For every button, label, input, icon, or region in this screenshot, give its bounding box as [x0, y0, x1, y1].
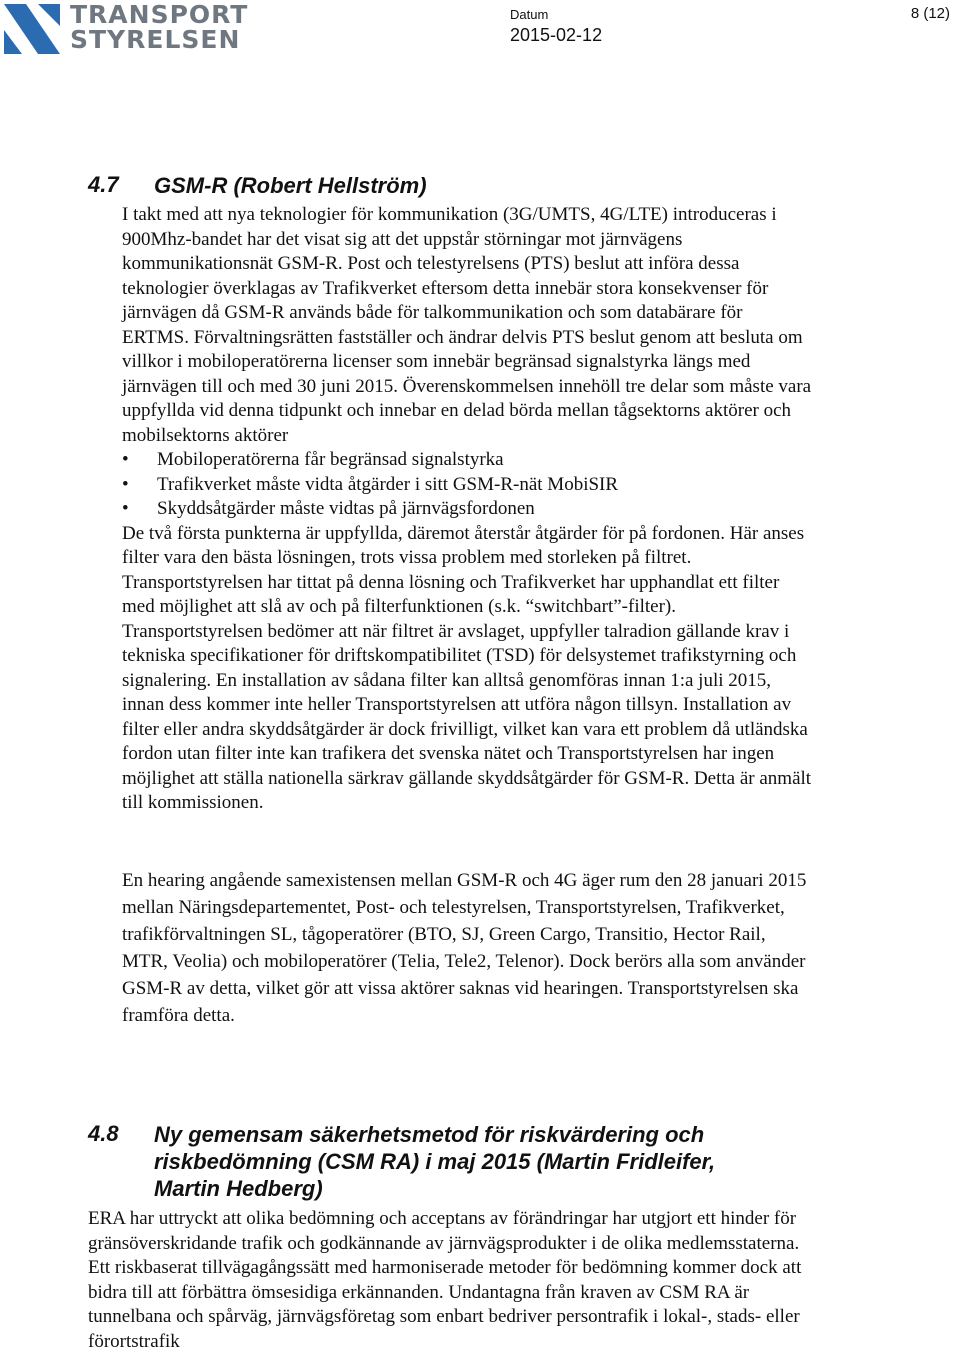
- section-4-8-body: ERA har uttryckt att olika bedömning och acceptans av förändringar har utgjort ett hinder för gränsöverskridande trafik och godkännande av järnvägsprodukter i de olika medlemsstaterna. Ett riskbaserat tillvägagångssätt med harmoniserade metoder för bedömning kommer dock att bidra till att förbättra ömsesidiga erkännanden. Undantagna från kraven av CSM RA är tunnelbana och spårväg, järnvägsföretag som enbart bedriver persontrafik i lokal-, stads- eller förortstrafik: [88, 1208, 802, 1352]
- section-title: GSM-R (Robert Hellström): [154, 173, 427, 198]
- section-title-line-2: riskbedömning (CSM RA) i maj 2015 (Martin Fridleifer,: [154, 1149, 716, 1174]
- list-item: [122, 473, 812, 498]
- list-item: [122, 497, 812, 522]
- section-title-line-3: Martin Hedberg): [154, 1176, 323, 1201]
- list-item-text: Skyddsåtgärder måste vidtas på järnvägsfordonen: [157, 498, 535, 519]
- section-4-7-body: [122, 203, 812, 816]
- logo-mark-icon: [4, 4, 60, 54]
- section-title-line-1: Ny gemensam säkerhetsmetod för riskvärdering och: [154, 1122, 705, 1147]
- filter-paragraph: De två första punkterna är uppfyllda, däremot återstår åtgärder för på fordonen. Här anses filter vara den bästa lösningen, trots vissa problem med storleken på filtret. Transportstyrelsen har tittat på denna lösning och Trafikverket har upphandlat ett filter med möjlighet att slå av och på filterfunktionen (s.k. “switchbart”-filter). Transportstyrelsen bedömer att när filtret är avslaget, uppfyller talradion gällande krav i tekniska specifikationer för driftskompatibilitet (TSD) för delsystemet trafikstyrning och signalering. En installation av sådana filter kan alltså genomföras innan 1:a juli 2015, innan dess kommer inte heller Transportstyrelsen att utföra någon tillsyn. Installation av filter eller andra skyddsåtgärder är dock frivilligt, vilket kan vara ett problem då utländska fordon utan filter inte kan trafikera det svenska nätet och Transportstyrelsen har ingen möjlighet att ställa nationella särkrav gällande skyddsåtgärder för GSM-R. Detta är anmält till kommissionen.: [122, 522, 812, 813]
- logo-wordmark: [70, 2, 248, 52]
- logo-line-2: STYRELSEN: [70, 25, 241, 54]
- list-item-text: Trafikverket måste vidta åtgärder i sitt GSM-R-nät MobiSIR: [157, 473, 619, 495]
- page-number: 8 (12): [910, 5, 950, 22]
- list-item-text: Mobiloperatörerna får begränsad signalstyrka: [157, 449, 504, 470]
- date-value: 2015-02-12: [510, 25, 603, 45]
- section-heading-4-7: [88, 172, 848, 202]
- section-number: 4.7: [88, 172, 119, 197]
- bullet-icon: •: [122, 449, 129, 470]
- section-number: 4.8: [88, 1121, 119, 1146]
- transportstyrelsen-logo: [4, 0, 249, 58]
- section-heading-4-8: [88, 1121, 848, 1205]
- list-item: [122, 448, 812, 473]
- date-label: Datum: [510, 7, 549, 22]
- logo-line-1: TRANSPORT: [70, 0, 249, 29]
- bullet-icon: •: [122, 473, 129, 495]
- intro-paragraph: I takt med att nya teknologier för kommunikation (3G/UMTS, 4G/LTE) introduceras i 900Mhz-bandet har det visat sig att det uppstår störningar mot järnvägens kommunikationsnät GSM-R. Post och telestyrelsens (PTS) beslut att införa dessa teknologier överklagas av Trafikverket eftersom detta innebär stora konsekvenser för järnvägen då GSM-R används både för talkommunikation och som databärare för ERTMS. Förvaltningsrätten fastställer och ändrar delvis PTS beslut genom att besluta om villkor i mobiloperatörerna licenser som innebär begränsad signalstyrka längs med järnvägen till och med 30 juni 2015. Överenskommelsen innehöll tre delar som måste vara uppfyllda vid denna tidpunkt och innebar en delad börda mellan tågsektorns aktörer och mobilsektorns aktörer: [122, 204, 812, 446]
- bullet-icon: •: [122, 498, 129, 519]
- requirements-list: [122, 448, 812, 522]
- hearing-paragraph: En hearing angående samexistensen mellan GSM-R och 4G äger rum den 28 januari 2015 mellan Näringsdepartementet, Post- och telestyrelsen, Transportstyrelsen, Trafikverket, trafikförvaltningen SL, tågoperatörer (BTO, SJ, Green Cargo, Transitio, Hector Rail, MTR, Veolia) och mobiloperatörer (Telia, Tele2, Telenor). Dock berörs alla som använder GSM-R av detta, vilket gör att vissa aktörer saknas vid hearingen. Transportstyrelsen ska framföra detta.: [122, 870, 807, 1026]
